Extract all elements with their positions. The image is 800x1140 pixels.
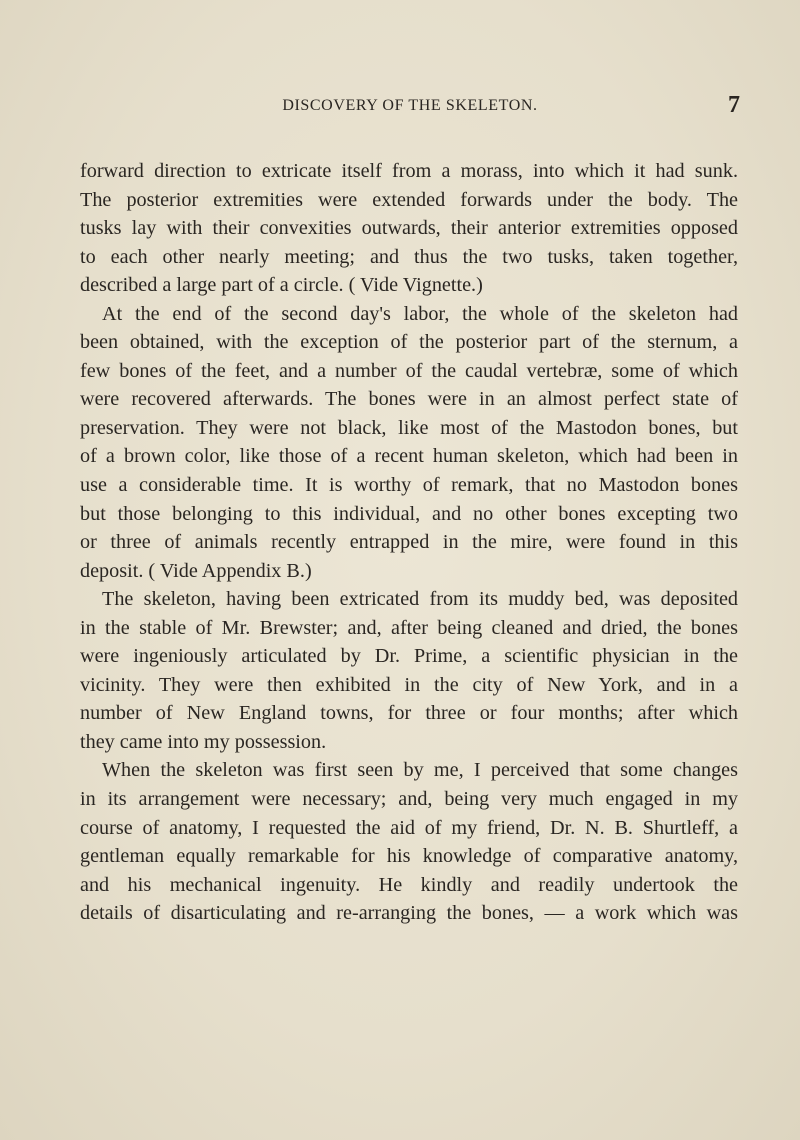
text-line: and his mechanical ingenuity. He kindly and readily undertook the: [80, 873, 738, 896]
text-line: vicinity. They were then exhibited in the city of New York, and in a: [80, 673, 738, 696]
text-line: course of anatomy, I requested the aid of my friend, Dr. N. B. Shurtleff, a: [80, 816, 738, 839]
text-line: tusks lay with their convexities outwards, their anterior extremities opposed: [80, 217, 738, 240]
text-line: but those belonging to this individual, and no other bones excepting two: [80, 502, 738, 525]
running-head: [80, 92, 740, 122]
text-line: were ingeniously articulated by Dr. Prime, a scientific physician in the: [80, 645, 738, 668]
text-line: they came into my possession.: [80, 730, 327, 753]
body-text: [80, 157, 738, 928]
text-line: forward direction to extricate itself from a morass, into which it had sunk.: [80, 160, 738, 182]
text-line: details of disarticulating and re-arranging the bones, — a work which was: [80, 902, 738, 925]
text-line: of a brown color, like those of a recent human skeleton, which had been in: [80, 445, 738, 468]
text-line: were recovered afterwards. The bones were in an almost perfect state of: [80, 388, 738, 411]
text-line: few bones of the feet, and a number of the caudal vertebræ, some of which: [80, 359, 738, 382]
text-line: At the end of the second day's labor, the whole of the skeleton had: [102, 302, 738, 325]
running-title: DISCOVERY OF THE SKELETON.: [282, 97, 538, 114]
text-line: been obtained, with the exception of the posterior part of the sternum, a: [80, 331, 738, 354]
text-line: When the skeleton was first seen by me, I perceived that some changes: [102, 759, 738, 782]
text-line: gentleman equally remarkable for his knowledge of comparative anatomy,: [80, 845, 738, 868]
text-line: The skeleton, having been extricated from its muddy bed, was deposited: [102, 588, 738, 611]
text-line: or three of animals recently entrapped in the mire, were found in this: [80, 531, 738, 554]
text-line: to each other nearly meeting; and thus the two tusks, taken together,: [80, 245, 738, 268]
text-line: number of New England towns, for three or four months; after which: [80, 702, 738, 725]
text-line: in its arrangement were necessary; and, being very much engaged in my: [80, 788, 738, 811]
text-line: preservation. They were not black, like most of the Mastodon bones, but: [80, 416, 738, 439]
text-line: in the stable of Mr. Brewster; and, after being cleaned and dried, the bones: [80, 616, 738, 639]
page-number: 7: [728, 92, 740, 118]
text-line: deposit. ( Vide Appendix B.): [80, 559, 312, 582]
text-line: The posterior extremities were extended forwards under the body. The: [80, 188, 738, 211]
text-line: use a considerable time. It is worthy of remark, that no Mastodon bones: [80, 474, 738, 497]
text-line: described a large part of a circle. ( Vide Vignette.): [80, 274, 483, 297]
